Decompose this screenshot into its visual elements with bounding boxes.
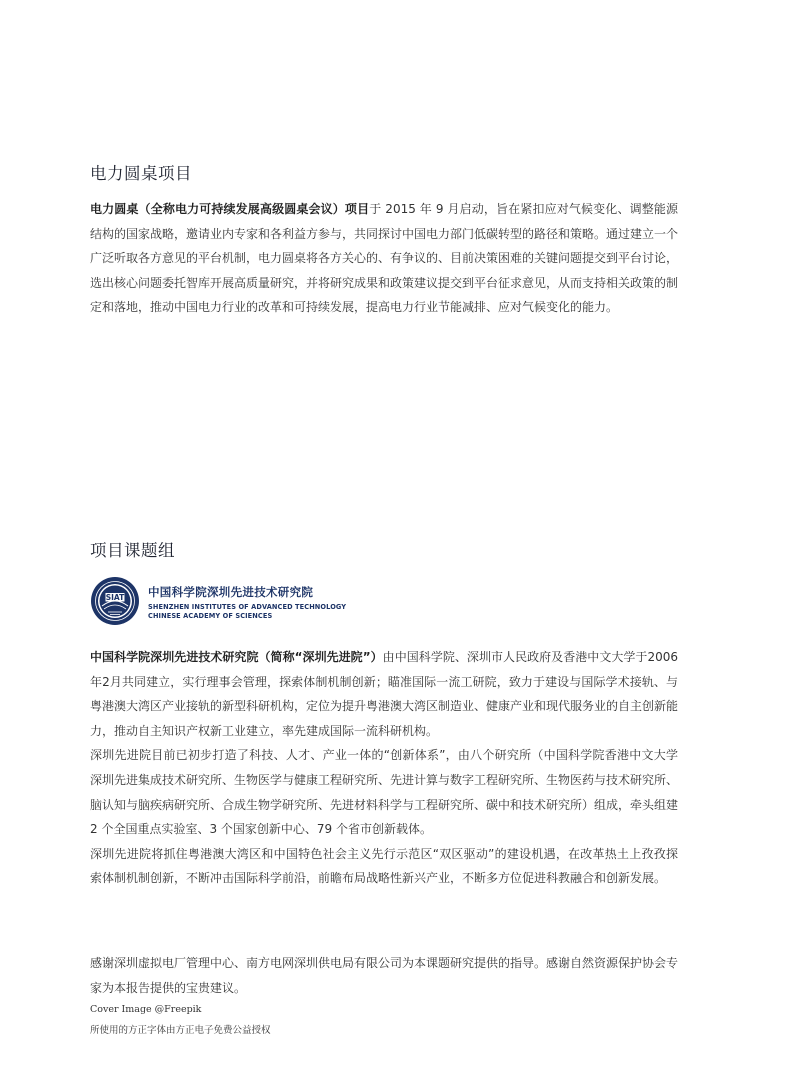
siat-paragraph-3: 深圳先进院将抓住粤港澳大湾区和中国特色社会主义先行示范区“双区驱动”的建设机遇，在改革热土上孜孜探索体制机制创新，不断冲击国际科学前沿，前瞻布局战略性新兴产业，不断多方位促进科教融合和创新发展。 xyxy=(90,846,678,886)
section-title-project-team: 项目课题组 xyxy=(90,541,175,560)
siat-lead: 中国科学院深圳先进技术研究院（简称“深圳先进院”） xyxy=(90,650,383,664)
siat-paragraph-2: 深圳先进院目前已初步打造了科技、人才、产业一体的“创新体系”，由八个研究所（中国科学院香港中文大学深圳先进集成技术研究所、生物医学与健康工程研究所、先进计算与数字工程研究所、生物医药与技术研究所、脑认知与脑疾病研究所、合成生物学研究所、先进材料科学与工程研究所、碳中和技术研究所）组成，牵头组建 2 个全国重点实验室、3 个国家创新中心、79 个省市创新载体。 xyxy=(90,748,679,837)
acknowledgement: 感谢深圳虚拟电厂管理中心、南方电网深圳供电局有限公司为本课题研究提供的指导。感谢自然资源保护协会专家为本报告提供的宝贵建议。 xyxy=(90,956,679,995)
siat-badge-text: SIAT xyxy=(105,593,125,602)
logo-chinese-name: 中国科学院深圳先进技术研究院 xyxy=(148,585,314,599)
power-roundtable-body: 于 2015 年 9 月启动，旨在紧扣应对气候变化、调整能源结构的国家战略，邀请业内专家和各利益方参与，共同探讨中国电力部门低碳转型的路径和策略。通过建立一个广泛听取各方意见的平台机制，电力圆桌将各方关心的、有争议的、目前决策困难的关键问题提交到平台讨论，选出核心问题委托智库开展高质量研究，并将研究成果和政策建议提交到平台征求意见，从而支持相关政策的制定和落地，推动中国电力行业的改革和可持续发展，提高电力行业节能减排、应对气候变化的能力。 xyxy=(90,202,679,315)
siat-paragraph-1-text: 由中国科学院、深圳市人民政府及香港中文大学于2006年2月共同建立，实行理事会管理，探索体制机制创新；瞄准国际一流工研院，致力于建设与国际学术接轨、与粤港澳大湾区产业接轨的新型科研机构，定位为提升粤港澳大湾区制造业、健康产业和现代服务业的自主创新能力，推动自主知识产权新工业建立，率先建成国际一流科研机构。 xyxy=(90,650,679,738)
cover-image-credit: Cover Image @Freepik xyxy=(90,1004,202,1015)
logo-english-line-1: SHENZHEN INSTITUTES OF ADVANCED TECHNOLOGY xyxy=(148,603,347,611)
logo-english-line-2: CHINESE ACADEMY OF SCIENCES xyxy=(148,612,273,620)
power-roundtable-lead: 电力圆桌（全称电力可持续发展高级圆桌会议）项目 xyxy=(90,202,370,216)
font-license-credit: 所使用的方正字体由方正电子免费公益授权 xyxy=(90,1025,271,1036)
section-title-power-roundtable: 电力圆桌项目 xyxy=(90,164,192,183)
siat-paragraph-1 xyxy=(90,645,678,743)
siat-logo xyxy=(90,576,347,628)
project-team-description xyxy=(90,645,678,891)
siat-emblem-icon xyxy=(90,576,140,626)
power-roundtable-description xyxy=(90,197,678,320)
